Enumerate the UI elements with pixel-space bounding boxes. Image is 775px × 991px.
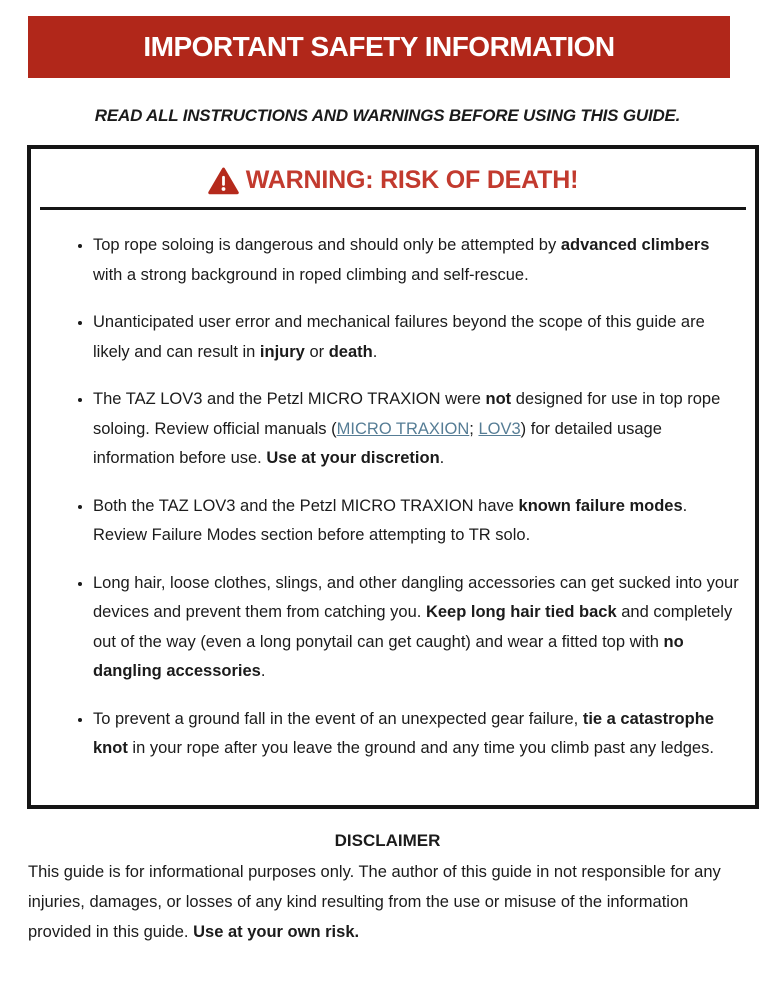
bold-text: death <box>328 342 373 361</box>
warning-bullet <box>93 308 741 367</box>
body-text: . <box>260 662 266 680</box>
body-text: To prevent a ground fall in the event of an unexpected gear failure, <box>93 709 583 728</box>
body-text: . Review Failure Modes section before attempting to TR solo. <box>93 496 688 544</box>
warning-title-row <box>31 166 755 195</box>
warning-divider <box>40 207 746 210</box>
bold-text: not <box>485 390 512 408</box>
safety-information-page <box>0 16 775 991</box>
disclaimer-text <box>28 857 747 947</box>
bold-text: tie a catastrophe knot <box>93 709 714 757</box>
bold-text: Keep long hair tied back <box>425 603 617 621</box>
body-text: Both the TAZ LOV3 and the Petzl MICRO TRAXION have <box>93 496 519 515</box>
body-text: The TAZ LOV3 and the Petzl MICRO TRAXION were <box>93 390 486 408</box>
body-text: . <box>372 342 378 361</box>
bold-text: Use at your own risk. <box>193 923 360 941</box>
warning-bullet <box>93 705 741 764</box>
body-text: Long hair, loose clothes, slings, and other dangling accessories can get sucked into your devices and prevent them from catching you. <box>93 573 739 621</box>
body-text: Unanticipated user error and mechanical failures beyond the scope of this guide are likely and can result in <box>93 313 705 361</box>
body-text: Top rope soloing is dangerous and should only be attempted by <box>93 236 561 254</box>
disclaimer-heading: DISCLAIMER <box>334 831 441 850</box>
warning-triangle-icon <box>208 167 239 195</box>
body-text: ; <box>469 419 479 438</box>
body-text: with a strong background in roped climbing and self-rescue. <box>93 265 529 284</box>
warning-bullet <box>93 231 741 290</box>
safety-banner <box>28 16 730 78</box>
bold-text: advanced climbers <box>560 236 710 254</box>
warning-bullet <box>93 385 741 474</box>
bold-text: Use at your discretion <box>266 449 440 467</box>
body-text: and completely out of the way (even a long ponytail can get caught) and wear a fitted top with <box>93 603 733 651</box>
body-text: designed for use in top rope soloing. Review official manuals ( <box>93 390 721 438</box>
body-text: . <box>439 449 445 467</box>
bold-text: no dangling accessories <box>93 632 684 680</box>
warning-bullet <box>93 492 741 551</box>
warning-list <box>31 231 755 764</box>
micro-traxion-link[interactable]: MICRO TRAXION <box>336 419 470 438</box>
body-text: ) for detailed usage information before use. <box>93 419 662 467</box>
warning-bullet <box>93 569 741 687</box>
warning-box <box>27 145 759 809</box>
warning-title: WARNING: RISK OF DEATH! <box>245 166 579 194</box>
body-text: or <box>304 342 329 361</box>
lov3-link[interactable]: LOV3 <box>478 419 521 438</box>
body-text: in your rope after you leave the ground and any time you climb past any ledges. <box>127 739 714 757</box>
bold-text: known failure modes <box>518 496 683 515</box>
banner-title: IMPORTANT SAFETY INFORMATION <box>143 31 615 62</box>
read-instructions-subtitle: READ ALL INSTRUCTIONS AND WARNINGS BEFORE USING THIS GUIDE. <box>94 106 681 125</box>
bold-text: injury <box>259 342 305 361</box>
body-text: This guide is for informational purposes only. The author of this guide in not responsible for any injuries, damages, or losses of any kind resulting from the use or misuse of the information provided in this guide. <box>28 863 721 941</box>
